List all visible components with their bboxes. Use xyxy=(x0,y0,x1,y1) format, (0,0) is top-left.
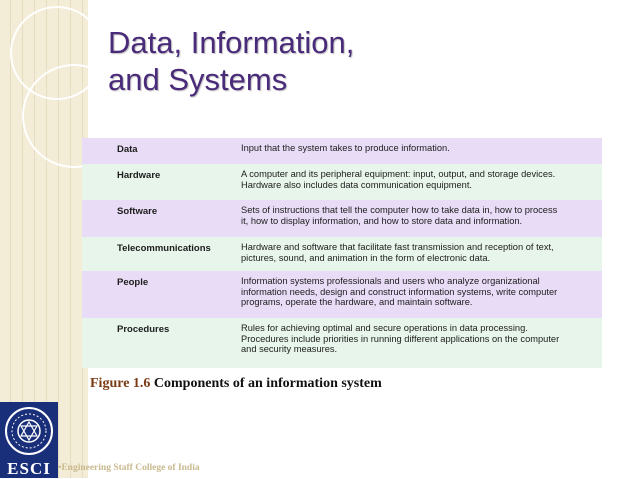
figure-caption-text: Components of an information system xyxy=(150,376,382,391)
table-row xyxy=(82,164,602,200)
row-definition: Input that the system takes to produce information. xyxy=(241,143,450,153)
figure-caption xyxy=(90,376,382,392)
row-term: People xyxy=(117,277,149,288)
table-row xyxy=(82,318,602,368)
esci-logo xyxy=(0,402,58,478)
table-row xyxy=(82,200,602,237)
row-term: Data xyxy=(117,144,138,155)
figure-number: Figure 1.6 xyxy=(90,376,151,391)
row-definition: Hardware and software that facilitate fast transmission and reception of text, pictures, sound, and animation in the form of electronic data. xyxy=(241,242,554,263)
table-row xyxy=(82,237,602,271)
logo-text: ESCI xyxy=(7,459,51,478)
row-definition: A computer and its peripheral equipment: input, output, and storage devices. Hardware also includes data communication equipment. xyxy=(241,169,556,190)
row-definition: Rules for achieving optimal and secure operations in data processing. Procedures include priorities in running different applications on the computer and security measures. xyxy=(241,323,560,354)
row-term: Software xyxy=(117,206,158,217)
row-term: Telecommunications xyxy=(117,243,211,254)
title-line-1: Data, Information, xyxy=(108,25,355,60)
esci-emblem-icon xyxy=(4,406,54,456)
row-term: Procedures xyxy=(117,324,170,335)
slide-title xyxy=(108,24,354,98)
footer-text: •Engineering Staff College of India xyxy=(58,463,200,473)
components-table xyxy=(82,138,602,368)
row-definition: Information systems professionals and users who analyze organizational information needs, design and construct information systems, write computer programs, operate the hardware, and maintain software. xyxy=(241,276,558,307)
row-term: Hardware xyxy=(117,170,161,181)
table-row xyxy=(82,138,602,164)
row-definition: Sets of instructions that tell the computer how to take data in, how to process it, how to display information, and how to store data and information. xyxy=(241,205,558,226)
table-row xyxy=(82,271,602,318)
title-line-2: and Systems xyxy=(108,62,288,97)
